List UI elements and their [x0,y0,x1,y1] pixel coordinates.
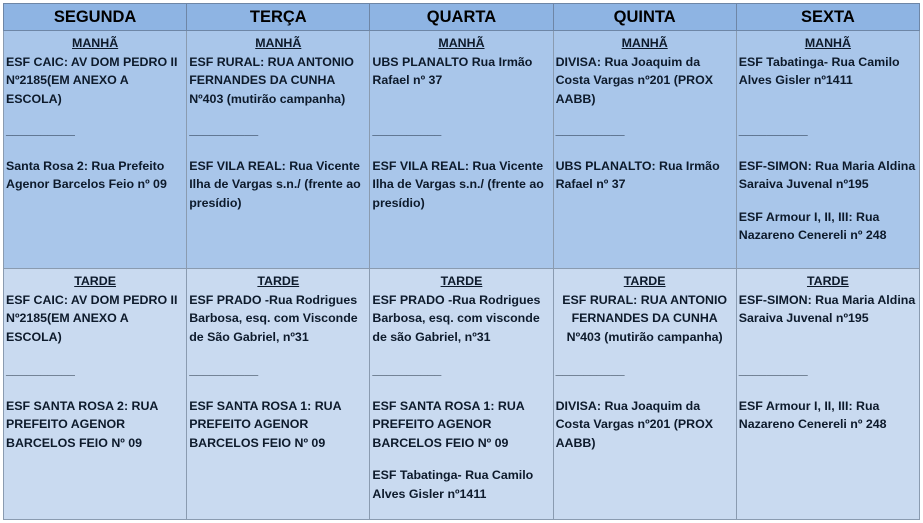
cell-content [370,31,552,214]
location-entry: ESF Armour I, II, III: Rua Nazareno Cenereli nº 248 [738,209,887,242]
location-entry: ESF Armour I, II, III: Rua Nazareno Cenereli nº 248 [738,398,887,431]
cell-content [737,31,919,247]
period-label: MANHÃ [804,36,851,50]
day-header-segunda: SEGUNDA [4,4,187,31]
manha-cell [187,31,370,269]
location-entry: UBS PLANALTO Rua Irmão Rafael nº 37 [372,54,533,87]
separator: __________ [6,363,75,377]
period-label: TARDE [440,274,483,288]
manha-cell [553,31,736,269]
location-entry: DIVISA: Rua Joaquim da Costa Vargas nº201 (PROX AABB) [555,398,713,450]
separator: __________ [6,123,75,137]
schedule-table [3,3,920,520]
manha-cell [370,31,553,269]
manha-cell [4,31,187,269]
tarde-cell [736,269,919,520]
period-label: MANHÃ [255,36,302,50]
period-label: MANHÃ [621,36,668,50]
tarde-cell [553,269,736,520]
period-label: TARDE [74,274,116,288]
separator: __________ [372,363,442,377]
location-entry: ESF SANTA ROSA 1: RUA PREFEITO AGENOR BARCELOS FEIO Nº 09 [189,398,342,450]
tarde-cell [187,269,370,520]
location-entry: ESF RURAL: RUA ANTONIO FERNANDES DA CUNHA Nº403 (mutirão campanha) [562,292,728,344]
morning-row [4,31,920,269]
separator: __________ [738,363,808,377]
location-entry: ESF CAIC: AV DOM PEDRO II Nº2185(EM ANEXO A ESCOLA) [6,292,178,344]
period-label: TARDE [257,274,300,288]
separator: __________ [189,123,259,137]
tarde-cell [4,269,187,520]
cell-content [187,269,369,454]
location-entry: ESF SANTA ROSA 1: RUA PREFEITO AGENOR BARCELOS FEIO Nº 09 [372,398,525,450]
location-entry: DIVISA: Rua Joaquim da Costa Vargas nº201 (PROX AABB) [555,54,713,106]
entry-gap [372,452,550,466]
entry-gap [739,194,917,208]
separator: __________ [555,123,625,137]
separator: __________ [189,363,259,377]
separator: __________ [738,123,808,137]
day-header-quinta: QUINTA [553,4,736,31]
location-entry: ESF RURAL: RUA ANTONIO FERNANDES DA CUNHA Nº403 (mutirão campanha) [189,54,354,106]
period-label: TARDE [623,274,666,288]
afternoon-row [4,269,920,520]
manha-cell [736,31,919,269]
day-header-quarta: QUARTA [370,4,553,31]
separator: __________ [372,123,442,137]
cell-content [4,269,186,454]
location-entry: ESF-SIMON: Rua Maria Aldina Saraiva Juvenal nº195 [738,158,916,191]
location-entry: ESF-SIMON: Rua Maria Aldina Saraiva Juvenal nº195 [738,292,916,325]
location-entry: ESF VILA REAL: Rua Vicente Ilha de Vargas s.n./ (frente ao presídio) [372,158,544,210]
cell-content [4,31,186,196]
period-label: TARDE [806,274,849,288]
cell-content [554,31,736,196]
cell-content [370,269,552,505]
cell-content [187,31,369,214]
cell-content [554,269,736,454]
tarde-cell [370,269,553,520]
location-entry: ESF CAIC: AV DOM PEDRO II Nº2185(EM ANEXO A ESCOLA) [6,54,178,106]
header-row [4,4,920,31]
location-entry: ESF VILA REAL: Rua Vicente Ilha de Vargas s.n./ (frente ao presídio) [189,158,361,210]
day-header-terca: TERÇA [187,4,370,31]
period-label: MANHÃ [438,36,485,50]
cell-content [737,269,919,436]
day-header-sexta: SEXTA [736,4,919,31]
location-entry: UBS PLANALTO: Rua Irmão Rafael nº 37 [555,158,720,191]
location-entry: ESF Tabatinga- Rua Camilo Alves Gisler nº1411 [738,54,900,87]
location-entry: ESF PRADO -Rua Rodrigues Barbosa, esq. com visconde de são Gabriel, nº31 [372,292,541,344]
location-entry: Santa Rosa 2: Rua Prefeito Agenor Barcelos Feio nº 09 [6,158,167,191]
separator: __________ [555,363,625,377]
location-entry: ESF SANTA ROSA 2: RUA PREFEITO AGENOR BARCELOS FEIO Nº 09 [6,398,158,450]
location-entry: ESF PRADO -Rua Rodrigues Barbosa, esq. com Visconde de São Gabriel, nº31 [189,292,358,344]
period-label: MANHÃ [72,36,119,50]
location-entry: ESF Tabatinga- Rua Camilo Alves Gisler nº1411 [372,468,534,501]
